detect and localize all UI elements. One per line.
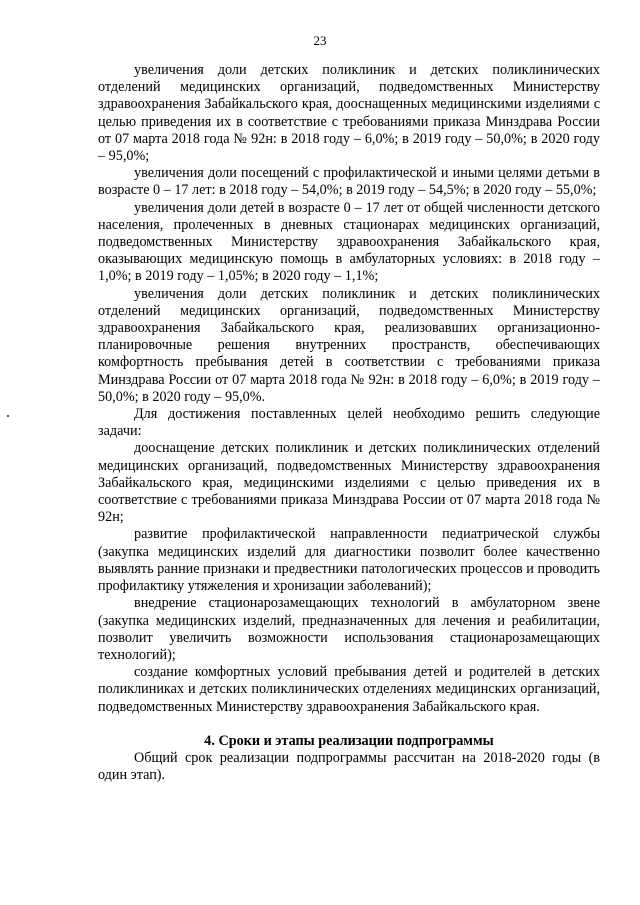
paragraph-indicator-4: увеличения доли детских поликлиник и детских поликлинических отделений медицинских организаций, подведомственных Министерству здравоохранения Забайкальского края, реализовавших организационно-планировочные решения внутренних пространств, обеспечивающих комфортность пребывания детей в соответствии с требованиями приказа Минздрава России от 07 марта 2018 года № 92н: в 2018 году – 6,0%; в 2019 году – 50,0%; в 2020 году – 95,0%. <box>98 285 600 405</box>
paragraph-task-4: создание комфортных условий пребывания детей и родителей в детских поликлиниках и детских поликлинических отделениях медицинских организаций, подведомственных Министерству здравоохранения Забайкальского края. <box>98 664 600 715</box>
paragraph-terms: Общий срок реализации подпрограммы рассчитан на 2018-2020 годы (в один этап). <box>98 749 600 783</box>
section-heading: 4. Сроки и этапы реализации подпрограммы <box>204 732 494 749</box>
paragraph-indicator-1: увеличения доли детских поликлиник и детских поликлинических отделений медицинских организаций, подведомственных Министерству здравоохранения Забайкальского края, дооснащенных медицинскими изделиями с целью приведения их в соответствие с требованиями приказа Минздрава России от 07 марта 2018 года № 92н: в 2018 году – 6,0%; в 2019 году – 50,0%; в 2020 году – 95,0%; <box>98 62 600 165</box>
paragraph-indicator-3: увеличения доли детей в возрасте 0 – 17 лет от общей численности детского населения, пролеченных в дневных стационарах медицинских организаций, подведомственных Министерству здравоохранения Забайкальского края, оказывающих медицинскую помощь в амбулаторных условиях: в 2018 году – 1,0%; в 2019 году – 1,05%; в 2020 году – 1,1%; <box>98 199 600 285</box>
paragraph-tasks-intro: Для достижения поставленных целей необходимо решить следующие задачи: <box>98 406 600 440</box>
paragraph-task-3: внедрение стационарозамещающих технологий в амбулаторном звене (закупка медицинских изделий, предназначенных для лечения и реабилитации, позволит увеличить возможности использования стационарозамещающих технологий); <box>98 595 600 663</box>
paragraph-task-1: дооснащение детских поликлиник и детских поликлинических отделений медицинских организаций, подведомственных Министерству здравоохранения Забайкальского края, медицинскими изделиями с целью приведения их в соответствие с требованиями приказа Минздрава России от 07 марта 2018 года № 92н; <box>98 440 600 526</box>
margin-mark <box>7 415 9 417</box>
paragraph-indicator-2: увеличения доли посещений с профилактической и иными целями детьми в возрасте 0 – 17 лет: в 2018 году – 54,0%; в 2019 году – 54,5%; в 2020 году – 55,0%; <box>98 165 600 199</box>
document-body <box>98 62 600 784</box>
paragraph-task-2: развитие профилактической направленности педиатрической службы (закупка медицинских изделий для диагностики позволит более качественно выявлять ранние признаки и предвестники патологических процессов и проводить профилактику утяжеления и хронизации заболеваний); <box>98 526 600 595</box>
page-number: 23 <box>313 33 327 48</box>
